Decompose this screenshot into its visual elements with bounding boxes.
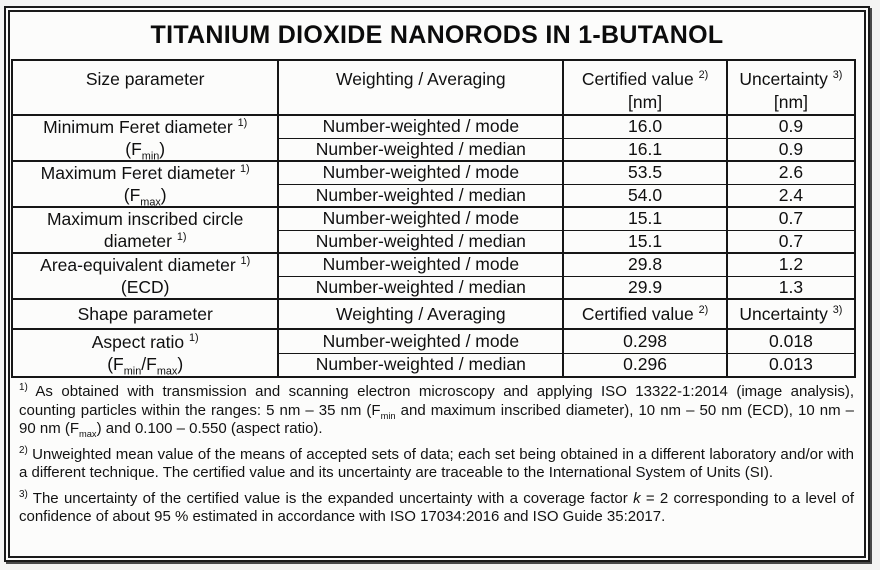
parameter-symbol: $(F_{max})$ <box>123 185 167 207</box>
document-frame <box>4 6 870 562</box>
certified-value-header <box>563 60 727 115</box>
document-inner-frame <box>8 10 866 558</box>
certified-value-header-unit: [nm] <box>628 92 663 112</box>
uncertainty-cell: 0.7 <box>727 230 855 253</box>
certified-value-cell: 0.296 <box>563 353 727 377</box>
certified-value-cell: 29.8 <box>563 253 727 276</box>
parameter-cell-ecd <box>12 253 278 299</box>
weighting-cell: Number-weighted / median <box>278 138 563 161</box>
parameter-name: Area-equivalent diameter $^{1)}$ <box>40 255 251 275</box>
shape-uncertainty-header: Uncertainty $^{3)}$ <box>727 299 855 329</box>
certified-value-cell: 16.1 <box>563 138 727 161</box>
uncertainty-cell: 1.3 <box>727 276 855 299</box>
certified-value-cell: 16.0 <box>563 115 727 138</box>
uncertainty-cell: 2.6 <box>727 161 855 184</box>
weighting-cell: Number-weighted / median <box>278 276 563 299</box>
size-parameter-header: Size parameter <box>12 60 278 115</box>
uncertainty-cell: 1.2 <box>727 253 855 276</box>
parameter-symbol: $(F_{min}/F_{max})$ <box>107 354 184 377</box>
table-row <box>12 253 855 276</box>
footnote-1: $^{1)}$ As obtained with transmission and scanning electron microscopy and applying ISO 13322-1:2014 (image analysis), counting particles within the ranges: 5 nm – 35 nm ($F_{min}$ and maximum inscribed diameter), 10 nm – 50 nm (ECD), 10 nm – 90 nm $(F_{max})$ and 0.100 – 0.550 (aspect ratio). <box>19 382 854 439</box>
certified-value-cell: 0.298 <box>563 329 727 353</box>
shape-certified-value-header: Certified value $^{2)}$ <box>563 299 727 329</box>
table-row <box>12 115 855 138</box>
weighting-cell: Number-weighted / median <box>278 184 563 207</box>
table-row <box>12 161 855 184</box>
weighting-cell: Number-weighted / mode <box>278 115 563 138</box>
certified-value-header-label: Certified value $^{2)}$ <box>581 69 709 89</box>
table-row <box>12 207 855 230</box>
weighting-header: Weighting / Averaging <box>278 60 563 115</box>
uncertainty-header-label: Uncertainty $^{3)}$ <box>739 69 843 89</box>
certified-value-cell: 15.1 <box>563 230 727 253</box>
parameter-name: Aspect ratio $^{1)}$ <box>91 332 199 352</box>
title-bar <box>10 12 864 59</box>
parameter-symbol: (ECD) <box>120 277 170 297</box>
footnote-3: $^{3)}$ The uncertainty of the certified value is the expanded uncertainty with a coverage factor k = 2 corresponding to a level of confidence of about 95 % estimated in accordance with ISO 17034:2016 and ISO Guide 35:2017. <box>19 488 855 525</box>
uncertainty-cell: 0.018 <box>727 329 855 353</box>
weighting-cell: Number-weighted / mode <box>278 329 563 353</box>
parameter-cell-max-feret <box>12 161 278 207</box>
weighting-cell: Number-weighted / median <box>278 353 563 377</box>
parameter-name: Maximum Feret diameter $^{1)}$ <box>40 163 250 183</box>
certified-value-cell: 29.9 <box>563 276 727 299</box>
uncertainty-header-unit: [nm] <box>773 92 808 112</box>
parameter-cell-min-feret <box>12 115 278 161</box>
uncertainty-cell: 0.7 <box>727 207 855 230</box>
parameter-cell-aspect-ratio <box>12 329 278 377</box>
weighting-cell: Number-weighted / mode <box>278 253 563 276</box>
certified-value-cell: 54.0 <box>563 184 727 207</box>
weighting-cell: Number-weighted / mode <box>278 207 563 230</box>
parameter-name: Minimum Feret diameter $^{1)}$ <box>43 117 248 137</box>
footnote-2: $^{2)}$ Unweighted mean value of the means of accepted sets of data; each set being obtained in a different laboratory and/or with a different technique. The certified value and its uncertainty are traceable to the International System of Units (SI). <box>19 444 854 481</box>
certified-value-cell: 15.1 <box>563 207 727 230</box>
shape-parameter-header: Shape parameter <box>12 299 278 329</box>
footnotes-section <box>10 378 864 527</box>
uncertainty-cell: 2.4 <box>727 184 855 207</box>
parameter-symbol: $(F_{min})$ <box>125 139 166 161</box>
shape-header-row <box>12 299 855 329</box>
certified-values-table <box>11 59 856 378</box>
table-row <box>12 329 855 353</box>
weighting-cell: Number-weighted / mode <box>278 161 563 184</box>
uncertainty-cell: 0.013 <box>727 353 855 377</box>
page-title: TITANIUM DIOXIDE NANORODS IN 1-BUTANOL <box>150 21 724 49</box>
uncertainty-cell: 0.9 <box>727 138 855 161</box>
shape-weighting-header: Weighting / Averaging <box>278 299 563 329</box>
size-header-row <box>12 60 855 115</box>
parameter-name-line2: diameter $^{1)}$ <box>103 231 187 251</box>
uncertainty-header <box>727 60 855 115</box>
parameter-cell-inscribed-circle <box>12 207 278 253</box>
weighting-cell: Number-weighted / median <box>278 230 563 253</box>
parameter-name: Maximum inscribed circle <box>46 209 244 229</box>
certified-value-cell: 53.5 <box>563 161 727 184</box>
uncertainty-cell: 0.9 <box>727 115 855 138</box>
